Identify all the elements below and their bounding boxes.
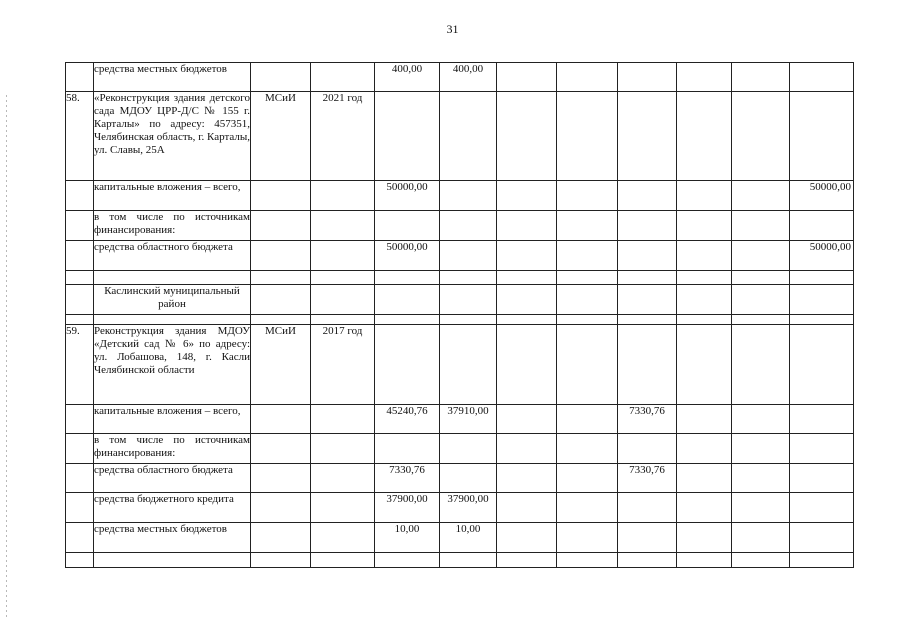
table-row: [66, 92, 854, 181]
table-row: [66, 464, 854, 493]
value-cell: 45240,76: [375, 405, 440, 434]
table-row: [66, 241, 854, 271]
table-row: [66, 315, 854, 325]
value-cell: 10,00: [375, 523, 440, 553]
value-cell: 50000,00: [375, 181, 440, 211]
table-row: [66, 285, 854, 315]
value-cell: 50000,00: [790, 241, 854, 271]
row-name-cell: в том числе по источникам финансирования:: [94, 434, 251, 464]
object-description-cell: Реконструкция здания МДОУ «Детский сад № 6» по адресу: ул. Лобашова, 148, г. Касли Челябинской области: [94, 325, 251, 405]
table-row: [66, 405, 854, 434]
row-name-cell: средства областного бюджета: [94, 241, 251, 271]
index-cell: [66, 63, 94, 92]
row-name-cell: средства областного бюджета: [94, 464, 251, 493]
year-cell: 2017 год: [311, 325, 375, 405]
value-cell: 7330,76: [618, 464, 677, 493]
ministry-cell: МСиИ: [251, 92, 311, 181]
row-name-cell: средства местных бюджетов: [94, 523, 251, 553]
value-cell: 400,00: [375, 63, 440, 92]
index-cell: 59.: [66, 325, 94, 405]
table-row: [66, 493, 854, 523]
budget-table: [65, 62, 854, 568]
row-name-cell: средства местных бюджетов: [94, 63, 251, 92]
table-row: [66, 271, 854, 285]
value-cell: 400,00: [440, 63, 497, 92]
value-cell: 50000,00: [375, 241, 440, 271]
table-row: [66, 523, 854, 553]
index-cell: 58.: [66, 92, 94, 181]
page-number: 31: [446, 22, 459, 36]
value-cell: 7330,76: [618, 405, 677, 434]
row-name-cell: средства бюджетного кредита: [94, 493, 251, 523]
row-name-cell: капитальные вложения – всего,: [94, 181, 251, 211]
table-row: [66, 434, 854, 464]
table-row: [66, 63, 854, 92]
table-row: [66, 181, 854, 211]
object-description-cell: «Реконструкция здания детского сада МДОУ ЦРР-Д/С № 155 г. Карталы» по адресу: 457351, Челябинская область, г. Карталы, ул. Славы, 25А: [94, 92, 251, 181]
table-row: [66, 211, 854, 241]
table-row: [66, 325, 854, 405]
district-heading-cell: Каслинский муниципальный район: [94, 285, 251, 315]
scan-edge-line: [6, 95, 7, 620]
value-cell: 10,00: [440, 523, 497, 553]
value-cell: 37910,00: [440, 405, 497, 434]
value-cell: 37900,00: [375, 493, 440, 523]
row-name-cell: капитальные вложения – всего,: [94, 405, 251, 434]
row-name-cell: в том числе по источникам финансирования:: [94, 211, 251, 241]
ministry-cell: МСиИ: [251, 325, 311, 405]
value-cell: 7330,76: [375, 464, 440, 493]
year-cell: 2021 год: [311, 92, 375, 181]
value-cell: 50000,00: [790, 181, 854, 211]
table-row: [66, 553, 854, 568]
value-cell: 37900,00: [440, 493, 497, 523]
